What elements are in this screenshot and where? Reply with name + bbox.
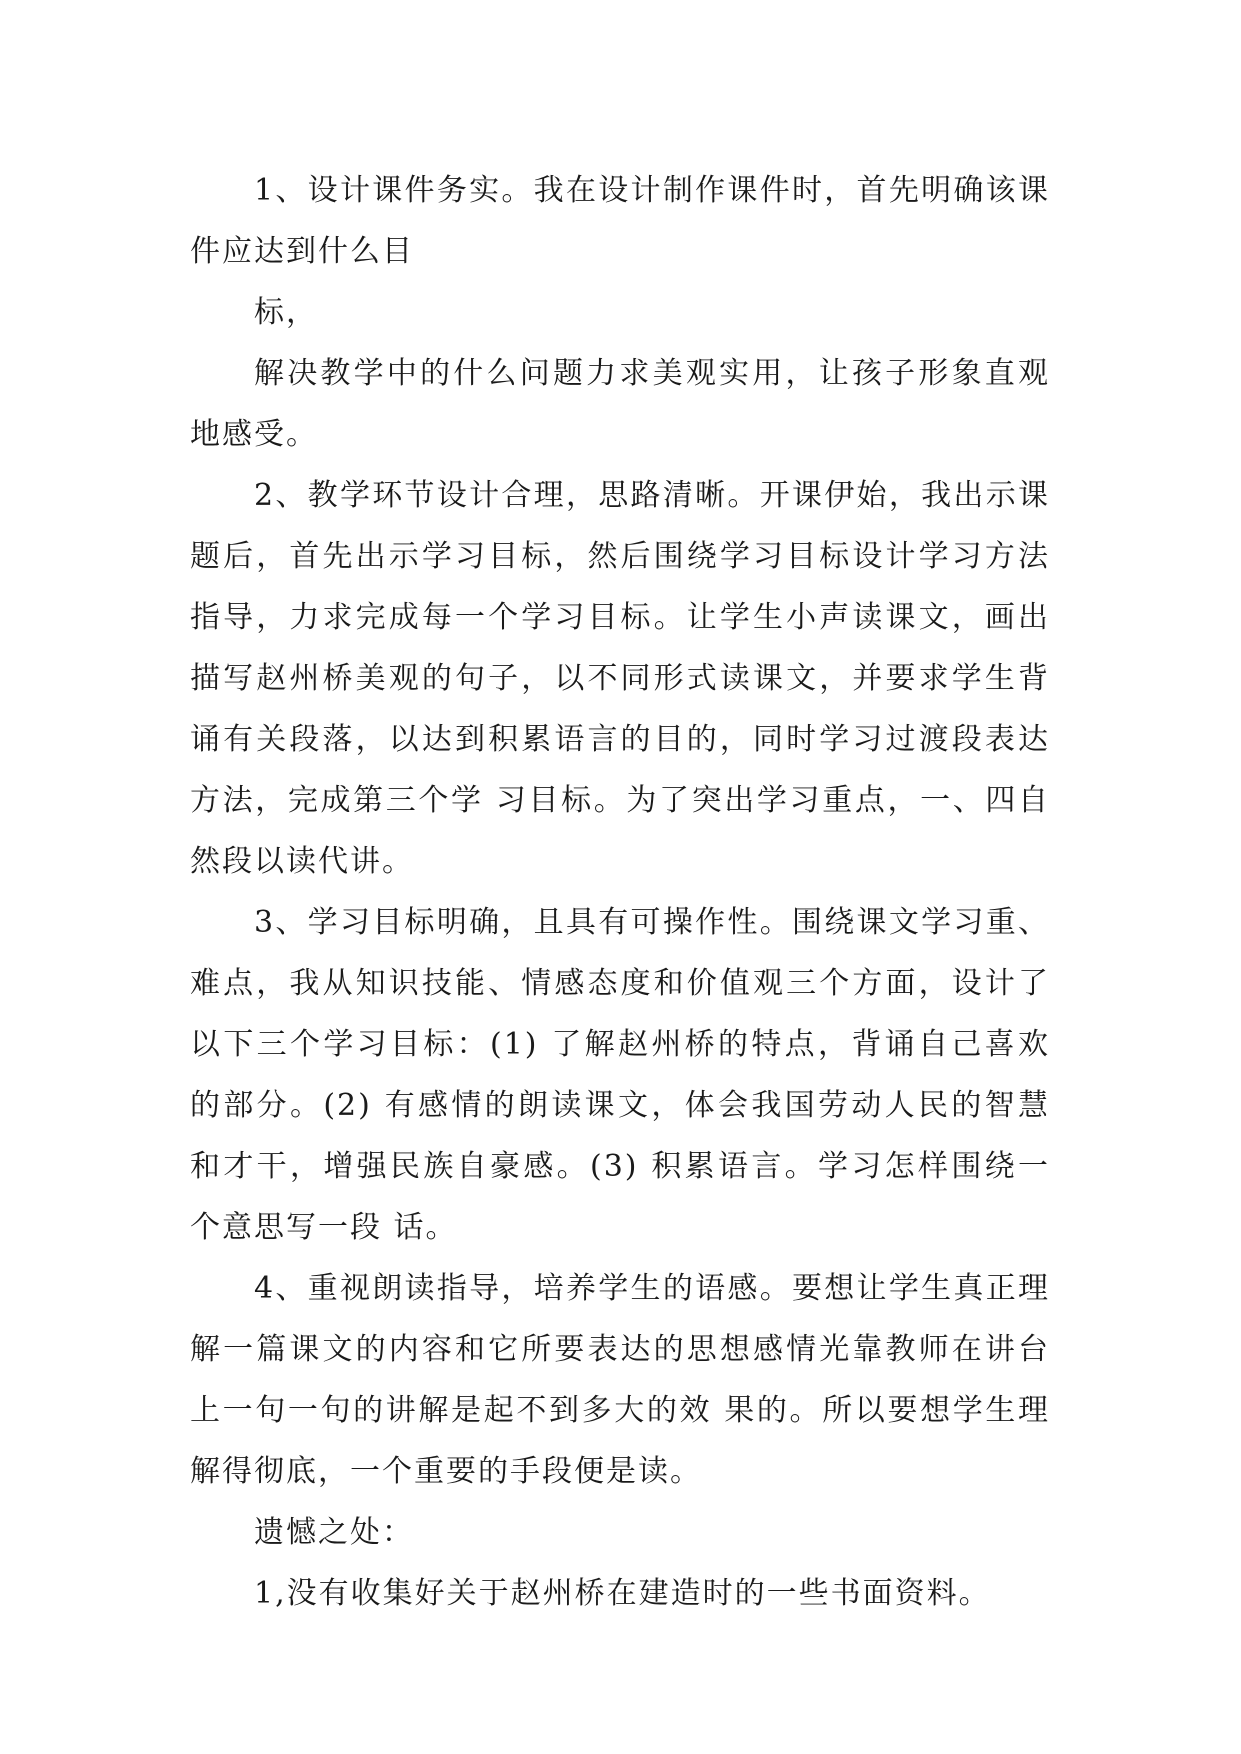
paragraph-7: 遗憾之处： — [254, 1515, 414, 1550]
paragraph-8: 1,没有收集好关于赵州桥在建造时的一些书面资料。 — [254, 1576, 991, 1611]
paragraph-1: 1、设计课件务实。我在设计制作课件时，首先明确该课件应达到什么目 — [190, 173, 1050, 269]
paragraph-2: 标， — [254, 295, 318, 330]
document-body — [190, 160, 1050, 1624]
paragraph-5: 3、学习目标明确，且具有可操作性。围绕课文学习重、难点，我从知识技能、情感态度和价值观三个方面，设计了以下三个学习目标：(1) 了解赵州桥的特点，背诵自己喜欢的部分。(2) 有感情的朗读课文，体会我国劳动人民的智慧和才干，增强民族自豪感。(3) 积累语言。学习怎样围绕一个意思写一段 话。 — [190, 905, 1050, 1245]
paragraph-3: 解决教学中的什么问题力求美观实用，让孩子形象直观地感受。 — [190, 356, 1050, 452]
paragraph-6: 4、重视朗读指导，培养学生的语感。要想让学生真正理解一篇课文的内容和它所要表达的思想感情光靠教师在讲台上一句一句的讲解是起不到多大的效 果的。所以要想学生理解得彻底，一个重要的手段便是读。 — [190, 1271, 1050, 1489]
paragraph-4: 2、教学环节设计合理，思路清晰。开课伊始，我出示课题后，首先出示学习目标，然后围绕学习目标设计学习方法指导，力求完成每一个学习目标。让学生小声读课文，画出描写赵州桥美观的句子，以不同形式读课文，并要求学生背诵有关段落，以达到积累语言的目的，同时学习过渡段表达方法，完成第三个学 习目标。为了突出学习重点，一、四自然段以读代讲。 — [190, 478, 1050, 879]
